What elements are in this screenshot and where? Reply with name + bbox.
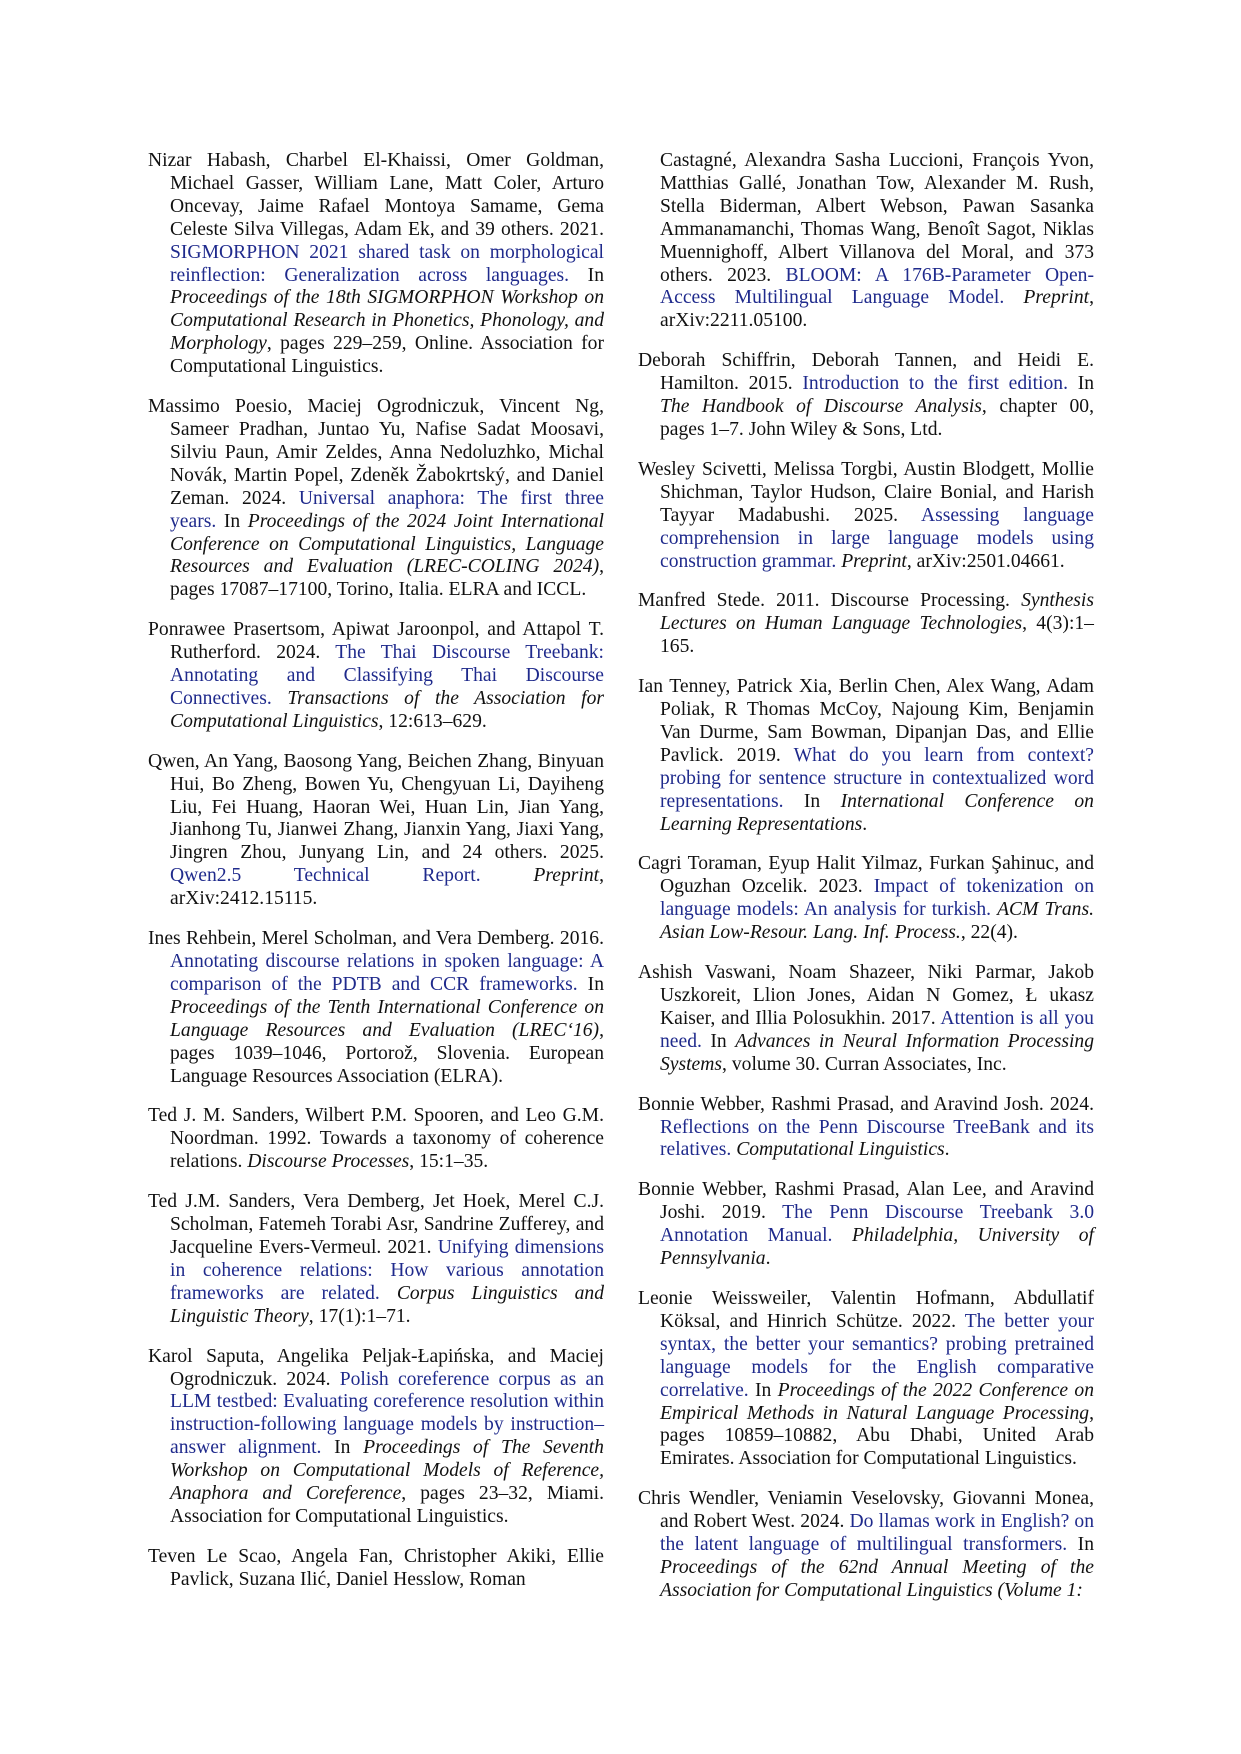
reference-title-link[interactable]: Do llamas work in English? on the latent language of multilingual transformers. — [660, 1511, 1095, 1556]
reference-prefix: In — [587, 973, 604, 995]
reference-details: , chapter 00, pages 1–7. John Wiley & Sons, Ltd. — [660, 396, 1094, 440]
reference-details: , arXiv:2211.05100. — [660, 287, 1094, 332]
reference-venue: Proceedings of the 2024 Joint International Conference on Computational Linguistics, Language Resources and Evaluation (LREC-COLING 2024) — [170, 510, 604, 578]
reference-venue: Discourse Processes — [247, 1151, 410, 1173]
reference-details: , 17(1):1–71. — [308, 1305, 411, 1327]
reference-title-link[interactable]: Introduction to the first edition. — [802, 373, 1068, 395]
reference-entry — [148, 1346, 604, 1529]
reference-authors: Cagri Toraman, Eyup Halit Yilmaz, Furkan Şahinuc, and Oguzhan Ozcelik. 2023. — [638, 853, 1094, 898]
reference-details: , 12:613–629. — [378, 710, 487, 732]
reference-venue: Preprint — [841, 550, 907, 572]
reference-details: , arXiv:2501.04661. — [906, 550, 1065, 572]
reference-venue: Philadelphia, University of Pennsylvania — [660, 1225, 1094, 1270]
reference-venue: Transactions of the Association for Computational Linguistics — [170, 687, 604, 732]
reference-authors: Ponrawee Prasertsom, Apiwat Jaroonpol, and Attapol T. Rutherford. 2024. — [148, 619, 604, 664]
reference-venue: Proceedings of the 2022 Conference on Empirical Methods in Natural Language Processing — [660, 1379, 1094, 1424]
reference-title-link[interactable]: Annotating discourse relations in spoken language: A comparison of the PDTB and CCR frameworks. — [170, 951, 604, 995]
reference-prefix: In — [1077, 1534, 1094, 1556]
reference-details: . — [944, 1139, 950, 1161]
reference-entry — [638, 962, 1094, 1077]
reference-authors: Bonnie Webber, Rashmi Prasad, and Aravind Josh. 2024. — [638, 1093, 1094, 1115]
reference-authors: Ian Tenney, Patrick Xia, Berlin Chen, Alex Wang, Adam Poliak, R Thomas McCoy, Najoung Kim, Benjamin Van Durme, Sam Bowman, Dipanjan Das, and Ellie Pavlick. 2019. — [638, 676, 1094, 766]
reference-authors: Bonnie Webber, Rashmi Prasad, Alan Lee, and Aravind Joshi. 2019. — [638, 1179, 1094, 1224]
reference-details: , pages 17087–17100, Torino, Italia. ELRA and ICCL. — [170, 556, 604, 601]
reference-details: , pages 10859–10882, Abu Dhabi, United Arab Emirates. Association for Computational Linguistics. — [660, 1402, 1094, 1470]
reference-prefix: In — [803, 790, 821, 812]
reference-title-link[interactable]: The better your syntax, the better your semantics? probing pretrained language models for the English comparative correlative. — [660, 1310, 1095, 1401]
reference-entry — [638, 1179, 1094, 1271]
reference-prefix: In — [587, 264, 604, 286]
reference-title-link[interactable]: Universal anaphora: The first three years. — [170, 487, 604, 532]
reference-authors: Qwen, An Yang, Baosong Yang, Beichen Zhang, Binyuan Hui, Bo Zheng, Bowen Yu, Chengyuan Li, Dayiheng Liu, Fei Huang, Haoran Wei, Huan Lin, Jian Yang, Jianhong Tu, Jianwei Zhang, Jianxin Yang, Jiaxi Yang, Jingren Zhou, Junyang Lin, and 24 others. 2025. — [148, 750, 604, 864]
reference-title-link[interactable]: BLOOM: A 176B-Parameter Open-Access Multilingual Language Model. — [660, 264, 1094, 309]
reference-venue: Preprint — [533, 865, 600, 887]
reference-prefix: In — [334, 1437, 351, 1459]
reference-authors: Chris Wendler, Veniamin Veselovsky, Giovanni Monea, and Robert West. 2024. — [638, 1488, 1094, 1533]
references-column-left — [148, 150, 604, 1609]
reference-venue: Computational Linguistics — [736, 1139, 945, 1161]
reference-venue: Synthesis Lectures on Human Language Technologies — [660, 590, 1094, 635]
reference-authors: Ines Rehbein, Merel Scholman, and Vera Demberg. 2016. — [148, 928, 604, 950]
reference-venue: The Handbook of Discourse Analysis — [660, 396, 982, 418]
reference-authors: Nizar Habash, Charbel El-Khaissi, Omer Goldman, Michael Gasser, William Lane, Matt Coler, Arturo Oncevay, Jaime Rafael Montoya Samame, Gema Celeste Silva Villegas, Adam Ek, and 39 others. 2021. — [148, 150, 604, 240]
reference-entry — [638, 853, 1094, 945]
reference-title-link[interactable]: SIGMORPHON 2021 shared task on morphological reinflection: Generalization across languages. — [170, 241, 604, 286]
reference-details: , 4(3):1–165. — [660, 613, 1094, 658]
reference-entry — [148, 619, 604, 734]
reference-authors: Ashish Vaswani, Noam Shazeer, Niki Parmar, Jakob Uszkoreit, Llion Jones, Aidan N Gomez, Ł ukasz Kaiser, and Illia Polosukhin. 2017. — [638, 962, 1094, 1029]
reference-title-link[interactable]: Qwen2.5 Technical Report. — [170, 865, 481, 887]
reference-entry — [148, 1191, 604, 1328]
reference-venue: Corpus Linguistics and Linguistic Theory — [170, 1282, 604, 1327]
reference-authors: Karol Saputa, Angelika Peljak-Łapińska, and Maciej Ogrodniczuk. 2024. — [148, 1345, 604, 1390]
reference-authors: Castagné, Alexandra Sasha Luccioni, François Yvon, Matthias Gallé, Jonathan Tow, Alexander M. Rush, Stella Biderman, Albert Webson, Pawan Sasanka Ammanamanchi, Thomas Wang, Benoît Sagot, Niklas Muennighoff, Albert Villanova del Moral, and 373 others. 2023. — [660, 150, 1094, 286]
reference-entry — [148, 396, 604, 602]
reference-entry — [148, 928, 604, 1088]
reference-venue: Proceedings of the 18th SIGMORPHON Workshop on Computational Research in Phonetics, Phonology, and Morphology — [170, 287, 604, 355]
reference-details: , 22(4). — [960, 922, 1018, 944]
reference-entry — [638, 1288, 1094, 1471]
reference-title-link[interactable]: Polish coreference corpus as an LLM testbed: Evaluating coreference resolution within instruction-following language models by instruction–answer alignment. — [170, 1368, 604, 1459]
reference-details: , pages 23–32, Miami. Association for Computational Linguistics. — [170, 1483, 605, 1527]
reference-details: , pages 229–259, Online. Association for Computational Linguistics. — [170, 333, 604, 378]
reference-entry — [638, 1488, 1094, 1603]
reference-entry — [148, 1546, 604, 1592]
reference-title-link[interactable]: Attention is all you need. — [660, 1007, 1094, 1052]
reference-details: . — [765, 1248, 771, 1270]
reference-venue: ACM Trans. Asian Low-Resour. Lang. Inf. Process. — [660, 899, 1094, 944]
reference-title-link[interactable]: Assessing language comprehension in large language models using construction grammar. — [660, 504, 1094, 572]
reference-entry — [638, 459, 1094, 574]
reference-authors: Manfred Stede. 2011. Discourse Processing. — [638, 590, 1010, 612]
reference-title-link[interactable]: What do you learn from context? probing for sentence structure in contextualized word representations. — [660, 744, 1095, 812]
reference-title-link[interactable]: Unifying dimensions in coherence relations: How various annotation frameworks are related. — [170, 1236, 604, 1304]
reference-title-link[interactable]: The Penn Discourse Treebank 3.0 Annotation Manual. — [660, 1202, 1095, 1247]
reference-entry — [638, 350, 1094, 442]
reference-title-link[interactable]: Reflections on the Penn Discourse TreeBank and its relatives. — [660, 1116, 1094, 1161]
reference-title-link[interactable]: The Thai Discourse Treebank: Annotating and Classifying Thai Discourse Connectives. — [170, 642, 605, 709]
reference-prefix: In — [755, 1379, 772, 1401]
reference-authors: Ted J.M. Sanders, Vera Demberg, Jet Hoek, Merel C.J. Scholman, Fatemeh Torabi Asr, Sandrine Zufferey, and Jacqueline Evers-Vermeul. 2021. — [148, 1191, 604, 1258]
reference-entry — [148, 751, 604, 911]
reference-authors: Teven Le Scao, Angela Fan, Christopher Akiki, Ellie Pavlick, Suzana Ilić, Daniel Hesslow, Roman — [148, 1545, 604, 1590]
reference-entry — [638, 676, 1094, 836]
reference-details: , arXiv:2412.15115. — [170, 865, 604, 910]
reference-venue: Proceedings of the 62nd Annual Meeting of the Association for Computational Linguistics (Volume 1: — [660, 1556, 1094, 1601]
reference-authors: Ted J. M. Sanders, Wilbert P.M. Spooren, and Leo G.M. Noordman. 1992. Towards a taxonomy of coherence relations. — [148, 1105, 604, 1173]
reference-details: , pages 1039–1046, Portorož, Slovenia. European Language Resources Association (ELRA). — [170, 1019, 604, 1087]
reference-details: , 15:1–35. — [409, 1151, 489, 1173]
reference-authors: Leonie Weissweiler, Valentin Hofmann, Abdullatif Köksal, and Hinrich Schütze. 2022. — [638, 1287, 1094, 1332]
reference-details: , volume 30. Curran Associates, Inc. — [722, 1053, 1007, 1075]
reference-venue: Proceedings of the Tenth International Conference on Language Resources and Evaluation (LREC‘16) — [170, 996, 604, 1041]
reference-prefix: In — [223, 510, 241, 532]
reference-authors: Deborah Schiffrin, Deborah Tannen, and Heidi E. Hamilton. 2015. — [638, 350, 1094, 395]
references-column-right — [638, 150, 1094, 1620]
reference-entry — [638, 590, 1094, 659]
reference-entry — [638, 1094, 1094, 1163]
reference-details: . — [862, 813, 868, 835]
reference-entry — [638, 150, 1094, 333]
reference-venue: International Conference on Learning Representations — [660, 790, 1094, 835]
reference-prefix: In — [710, 1030, 727, 1052]
reference-prefix: In — [1077, 373, 1095, 395]
reference-authors: Wesley Scivetti, Melissa Torgbi, Austin Blodgett, Mollie Shichman, Taylor Hudson, Claire Bonial, and Harish Tayyar Madabushi. 2025. — [638, 458, 1094, 526]
reference-venue: Proceedings of The Seventh Workshop on Computational Models of Reference, Anaphora and Coreference — [170, 1437, 604, 1505]
reference-venue: Preprint — [1023, 287, 1090, 309]
reference-entry — [148, 150, 604, 379]
reference-entry — [148, 1105, 604, 1174]
reference-title-link[interactable]: Impact of tokenization on language models: An analysis for turkish. — [660, 876, 1094, 921]
reference-venue: Advances in Neural Information Processing Systems — [660, 1030, 1094, 1075]
reference-authors: Massimo Poesio, Maciej Ogrodniczuk, Vincent Ng, Sameer Pradhan, Juntao Yu, Nafise Sadat Moosavi, Silviu Paun, Amir Zeldes, Anna Nedoluzhko, Michal Novák, Martin Popel, Zdeněk Žabokrtský, and Daniel Zeman. 2024. — [148, 396, 604, 509]
